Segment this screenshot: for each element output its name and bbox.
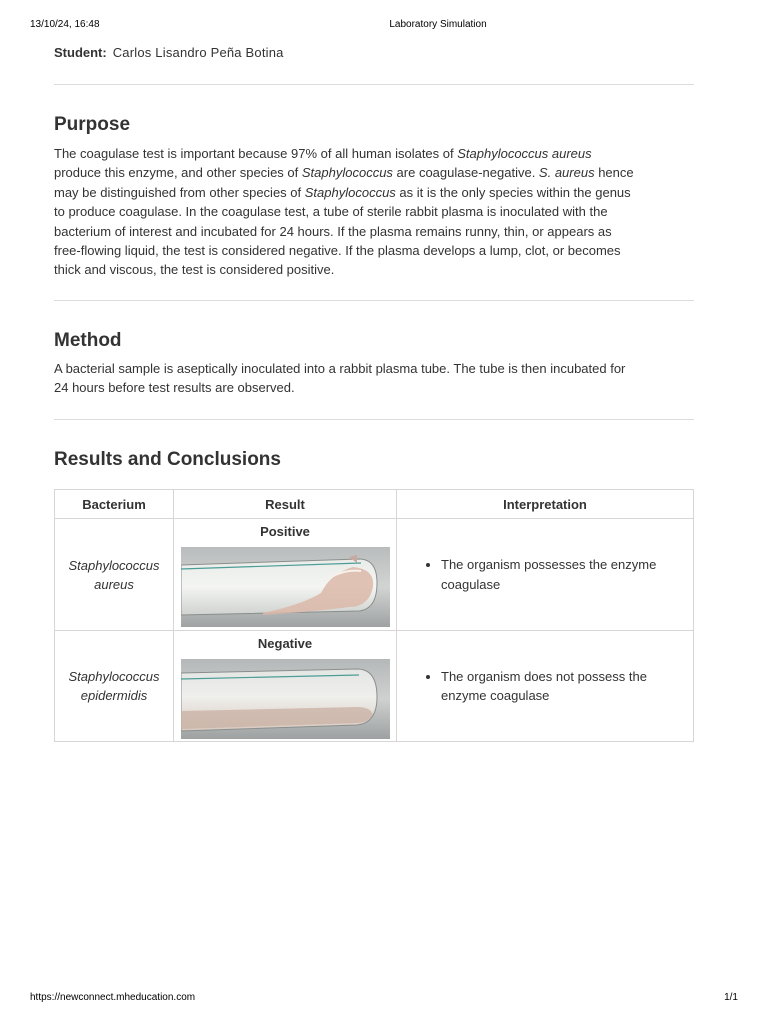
print-footer — [0, 992, 768, 1006]
positive-tube-image — [181, 547, 390, 627]
interpretation-list — [397, 667, 693, 706]
print-datetime: 13/10/24, 16:48 — [30, 19, 100, 30]
bacterium-cell: Staphylococcus epidermidis — [55, 631, 174, 742]
table-row — [55, 631, 694, 742]
interpretation-cell — [397, 519, 694, 631]
print-page-number: 1/1 — [724, 992, 738, 1003]
print-header — [0, 19, 768, 33]
divider — [54, 84, 694, 85]
table-row — [55, 519, 694, 631]
print-title: Laboratory Simulation — [389, 19, 487, 30]
table-header-row — [55, 490, 694, 519]
result-cell — [174, 631, 397, 742]
result-label: Positive — [260, 524, 310, 539]
purpose-heading: Purpose — [54, 114, 131, 135]
interpretation-list — [397, 555, 693, 594]
results-table — [54, 489, 694, 742]
column-header-bacterium: Bacterium — [55, 490, 174, 519]
list-item: • The organism does not possess the enzyme coagulase — [441, 667, 693, 706]
column-header-result: Result — [174, 490, 397, 519]
result-label: Negative — [257, 636, 313, 651]
student-label: Student: — [54, 45, 107, 60]
divider — [54, 419, 694, 420]
interpretation-cell — [397, 631, 694, 742]
method-heading: Method — [54, 330, 122, 351]
method-text: A bacterial sample is aseptically inoculated into a rabbit plasma tube. The tube is then incubated for 24 hours before test results are observed. — [54, 361, 626, 396]
negative-tube-image — [181, 659, 390, 739]
list-item: • The organism possesses the enzyme coagulase — [441, 555, 693, 594]
print-url: https://newconnect.mheducation.com — [30, 992, 196, 1003]
result-cell — [174, 519, 397, 631]
bacterium-cell: Staphylococcus aureus — [55, 519, 174, 631]
results-heading: Results and Conclusions — [54, 449, 281, 470]
student-line — [54, 45, 284, 60]
divider — [54, 300, 694, 301]
purpose-text: The coagulase test is important because 97% of all human isolates of Staphylococcus aureus produce this enzyme, and other species of Staphylococcus are coagulase-negative. S. aureus hence may be distinguished from other species of Staphylococcus as it is the only species within the genus to produce coagulase. In the coagulase test, a tube of sterile rabbit plasma is inoculated with the bacterium of interest and incubated for 24 hours. If the plasma remains runny, thin, or appears as free-flowing liquid, the test is considered negative. If the plasma develops a lump, clot, or becomes thick and viscous, the test is considered positive. — [54, 146, 634, 278]
column-header-interpretation: Interpretation — [397, 490, 694, 519]
student-name: Carlos Lisandro Peña Botina — [112, 45, 284, 60]
